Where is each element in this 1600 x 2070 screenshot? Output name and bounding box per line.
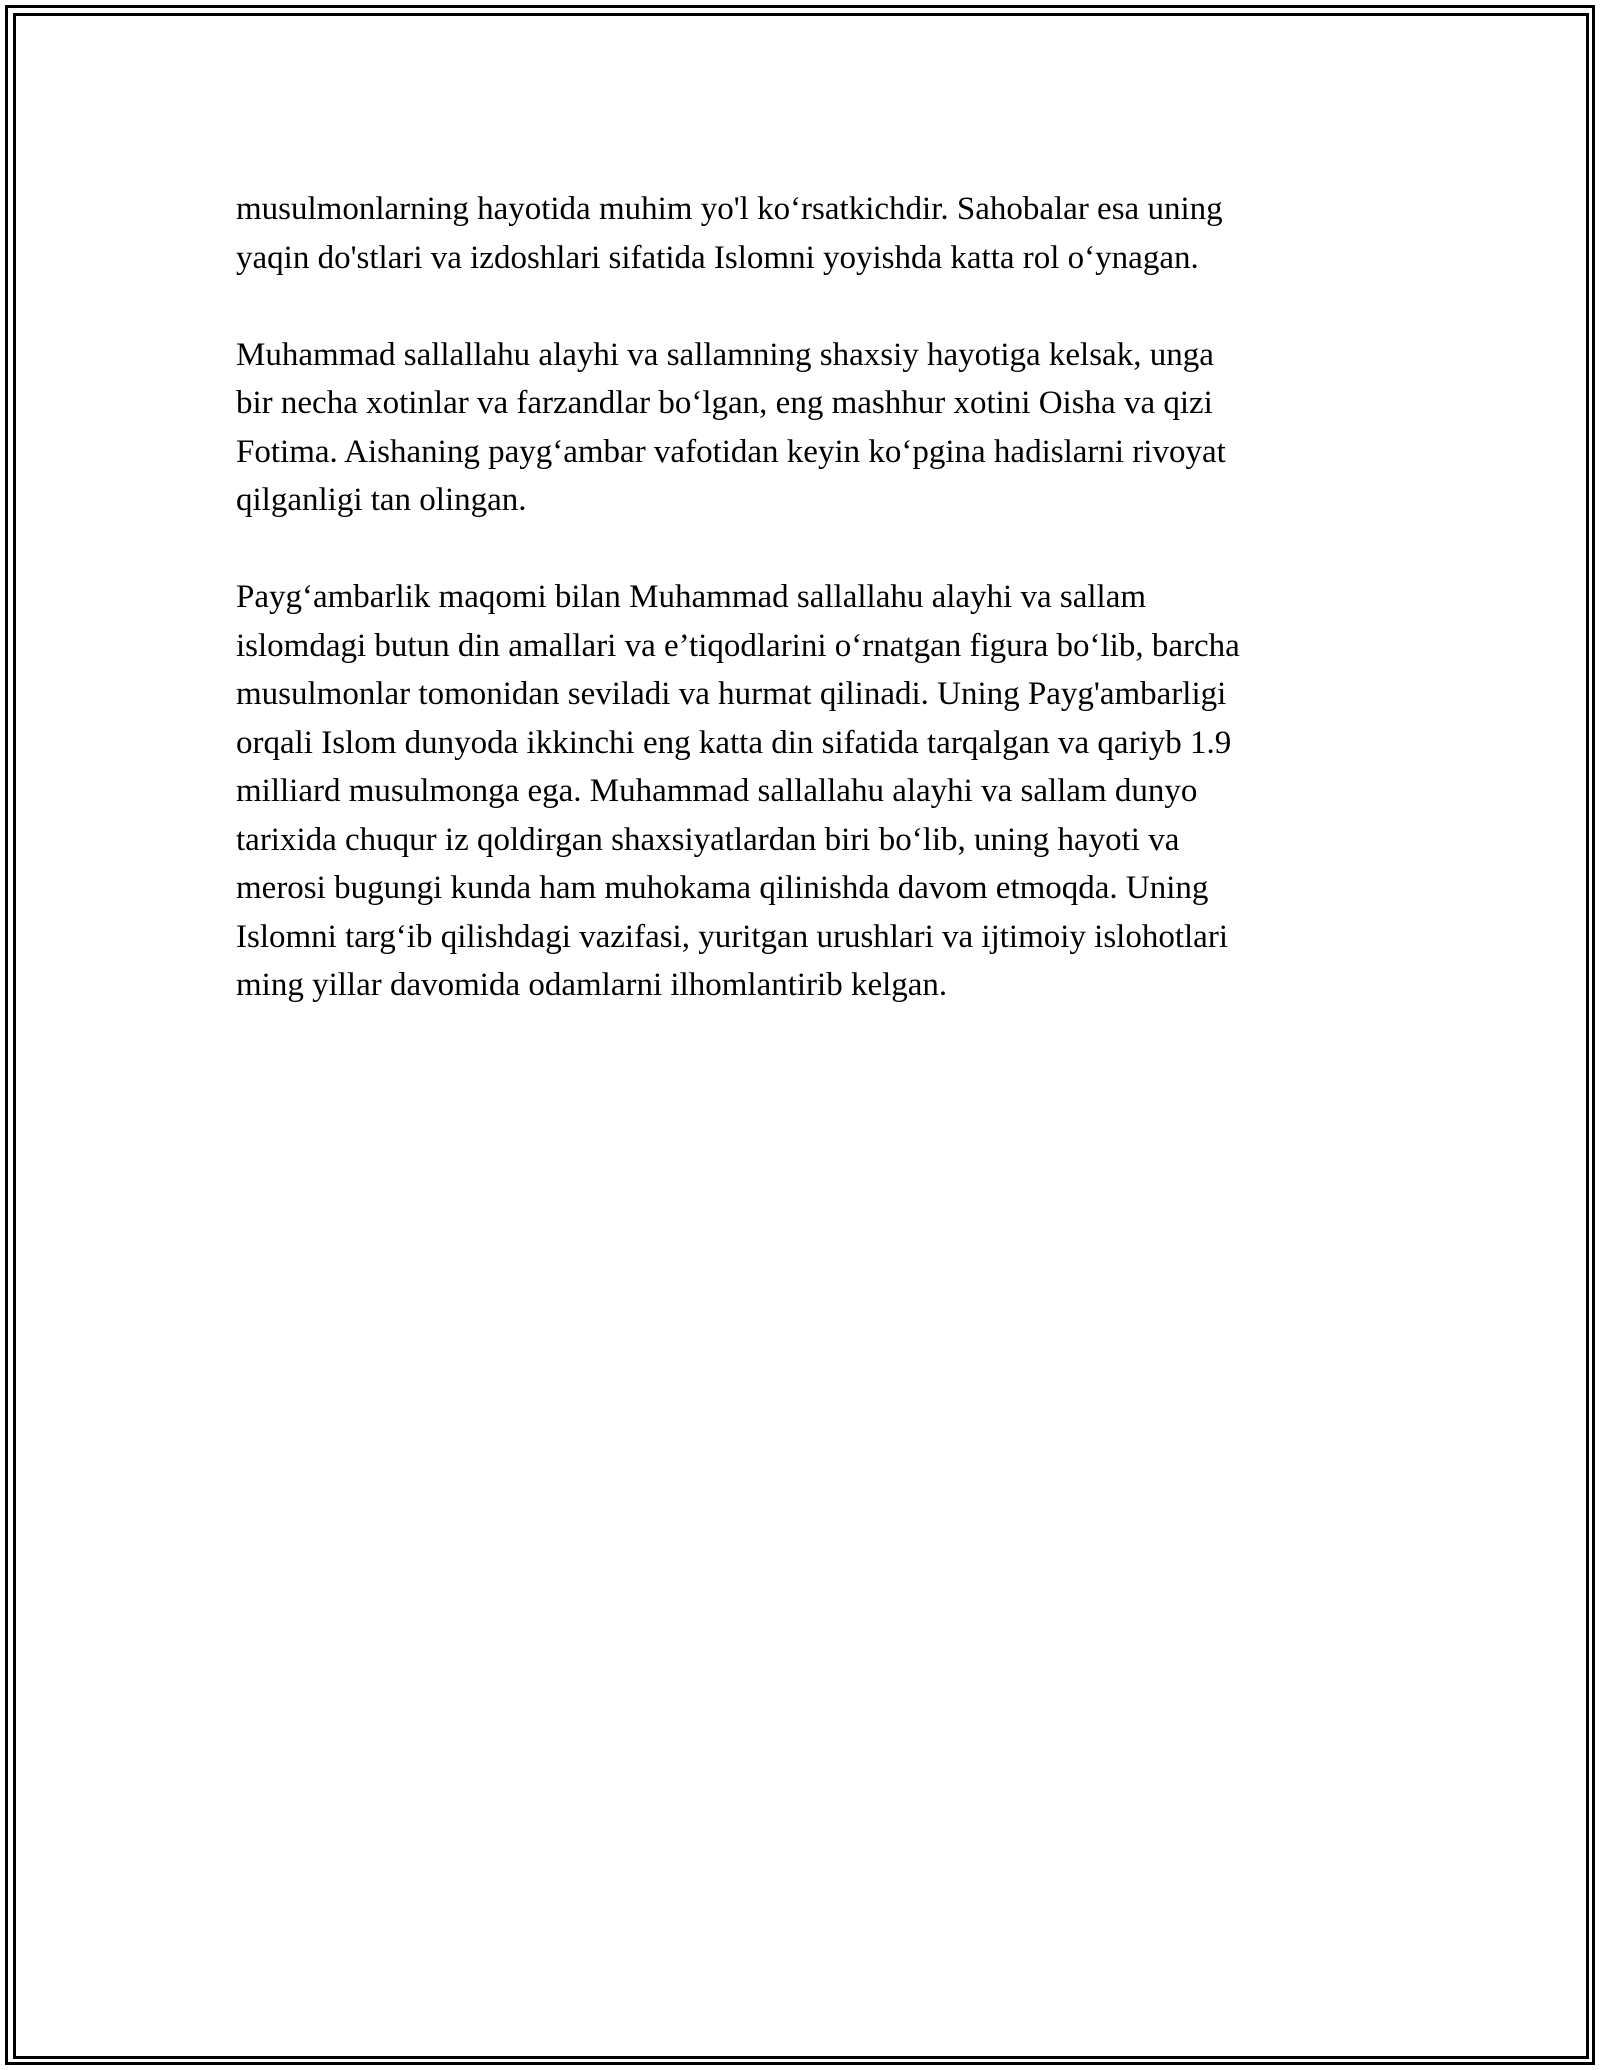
paragraph-1: musulmonlarning hayotida muhim yo'l ko‘rsatkichdir. Sahobalar esa uning yaqin do'stlari va izdoshlari sifatida Islomni yoyishda katta rol o‘ynagan. (236, 191, 1223, 276)
paragraph-3: Payg‘ambarlik maqomi bilan Muhammad sallallahu alayhi va sallam islomdagi butun din amallari va e’tiqodlarini o‘rnatgan figura bo‘lib, barcha musulmonlar tomonidan seviladi va hurmat qilinadi. Uning Payg'ambarligi orqali Islom dunyoda ikkinchi eng katta din sifatida tarqalgan va qariyb 1.9 milliard musulmonga ega. Muhammad sallallahu alayhi va sallam dunyo tarixida chuqur iz qoldirgan shaxsiyatlardan biri bo‘lib, uning hayoti va merosi bugungi kunda ham muhokama qilinishda davom etmoqda. Uning Islomni targ‘ib qilishdagi vazifasi, yuritgan urushlari va ijtimoiy islohotlari ming yillar davomida odamlarni ilhomlantirib kelgan. (236, 579, 1240, 1003)
document-body (236, 185, 1366, 1058)
paragraph-2: Muhammad sallallahu alayhi va sallamning shaxsiy hayotiga kelsak, unga bir necha xotinlar va farzandlar bo‘lgan, eng mashhur xotini Oisha va qizi Fotima. Aishaning payg‘ambar vafotidan keyin ko‘pgina hadislarni rivoyat qilganligi tan olingan. (236, 336, 1226, 518)
